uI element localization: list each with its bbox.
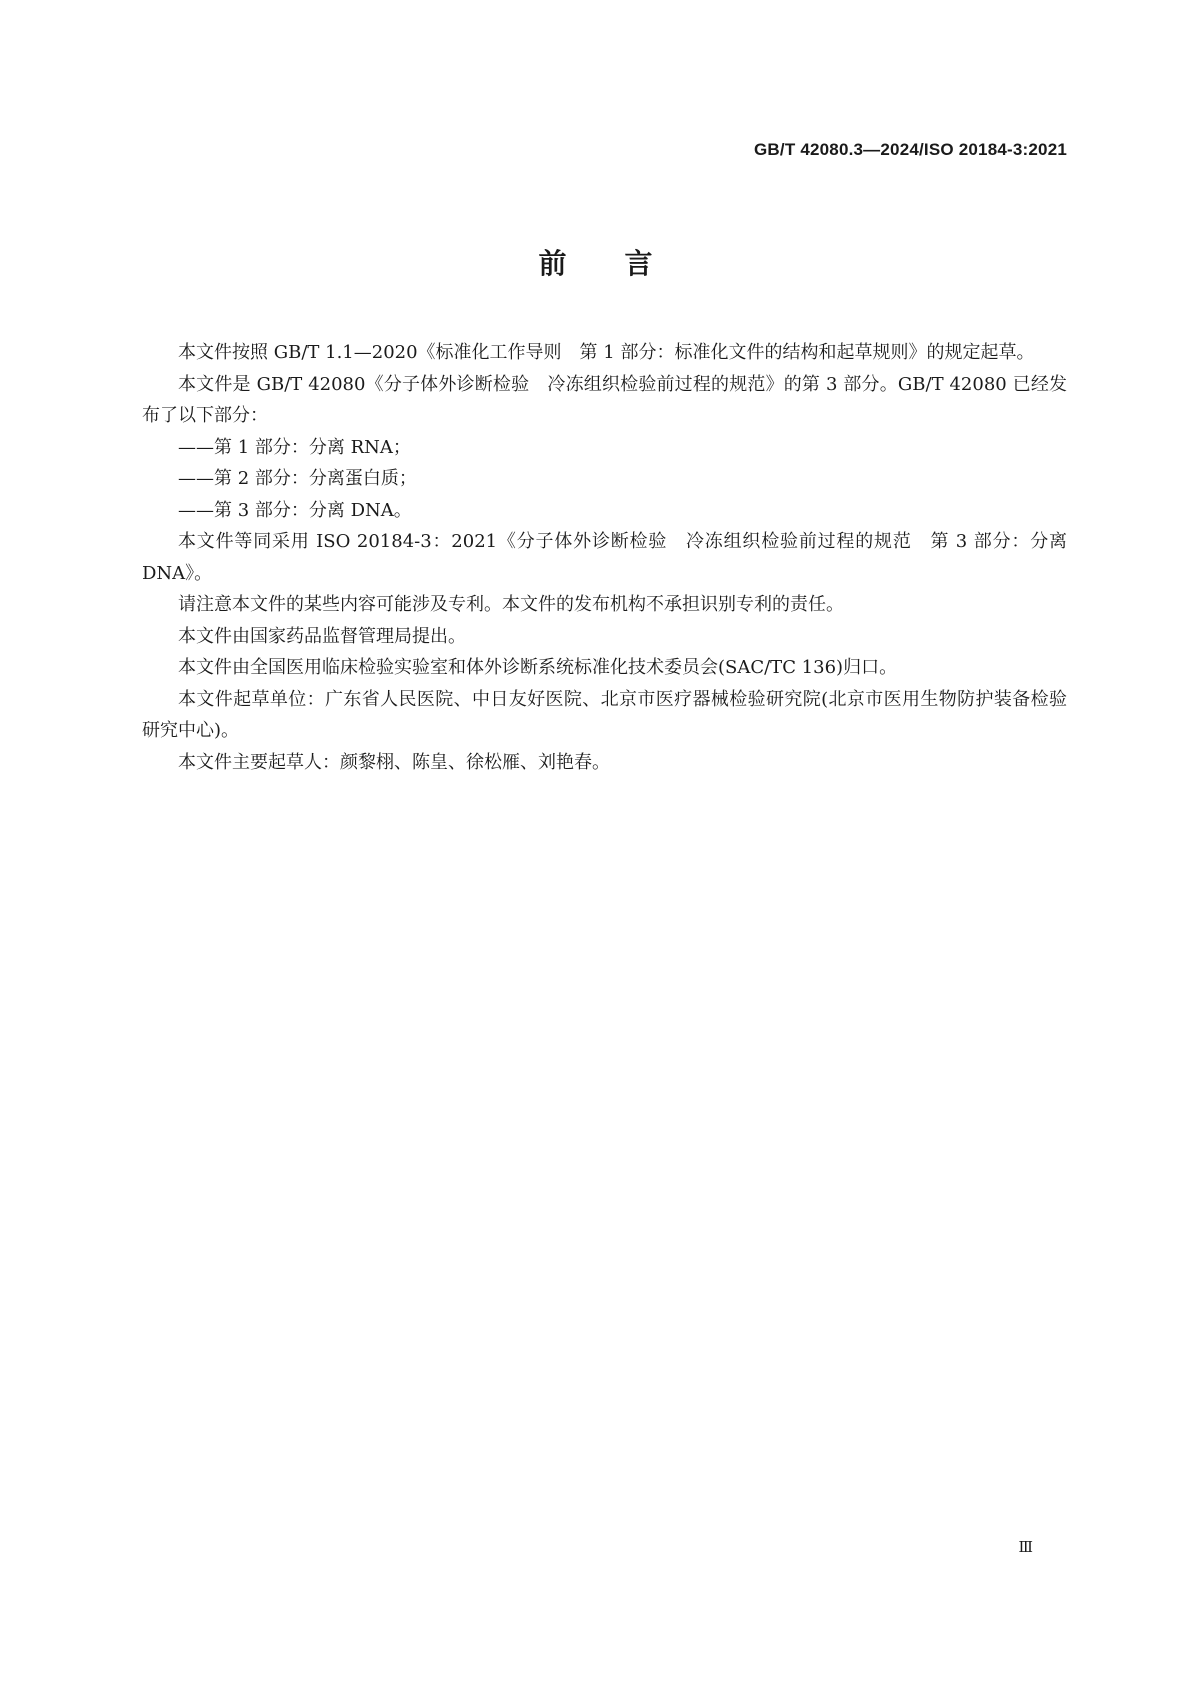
paragraph-series-part: 本文件是 GB/T 42080《分子体外诊断检验 冷冻组织检验前过程的规范》的第 3 部分。GB/T 42080 已经发布了以下部分： — [142, 373, 1067, 426]
paragraph-drafting-units: 本文件起草单位：广东省人民医院、中日友好医院、北京市医疗器械检验研究院(北京市医用生物防护装备检验研究中心)。 — [142, 688, 1067, 741]
paragraph-adoption: 本文件等同采用 ISO 20184-3：2021《分子体外诊断检验 冷冻组织检验前过程的规范 第 3 部分：分离 DNA》。 — [142, 531, 1067, 584]
paragraph-patent-notice: 请注意本文件的某些内容可能涉及专利。本文件的发布机构不承担识别专利的责任。 — [178, 594, 844, 615]
list-item-part-2: ——第 2 部分：分离蛋白质； — [178, 468, 417, 489]
page-number: Ⅲ — [1018, 1538, 1033, 1556]
list-item-part-1: ——第 1 部分：分离 RNA； — [178, 436, 411, 458]
paragraph-committee: 本文件由全国医用临床检验实验室和体外诊断系统标准化技术委员会(SAC/TC 136)归口。 — [178, 657, 898, 678]
standard-code-header: GB/T 42080.3—2024/ISO 20184-3:2021 — [754, 140, 1067, 159]
paragraph-drafters: 本文件主要起草人：颜黎栩、陈皇、徐松雁、刘艳春。 — [178, 751, 610, 773]
paragraph-proposed-by: 本文件由国家药品监督管理局提出。 — [178, 625, 466, 647]
page-title: 前言 — [538, 247, 711, 280]
list-item-part-3: ——第 3 部分：分离 DNA。 — [178, 499, 412, 521]
foreword-body — [142, 337, 1067, 778]
paragraph-drafting-rules: 本文件按照 GB/T 1.1—2020《标准化工作导则 第 1 部分：标准化文件的结构和起草规则》的规定起草。 — [178, 342, 1035, 363]
